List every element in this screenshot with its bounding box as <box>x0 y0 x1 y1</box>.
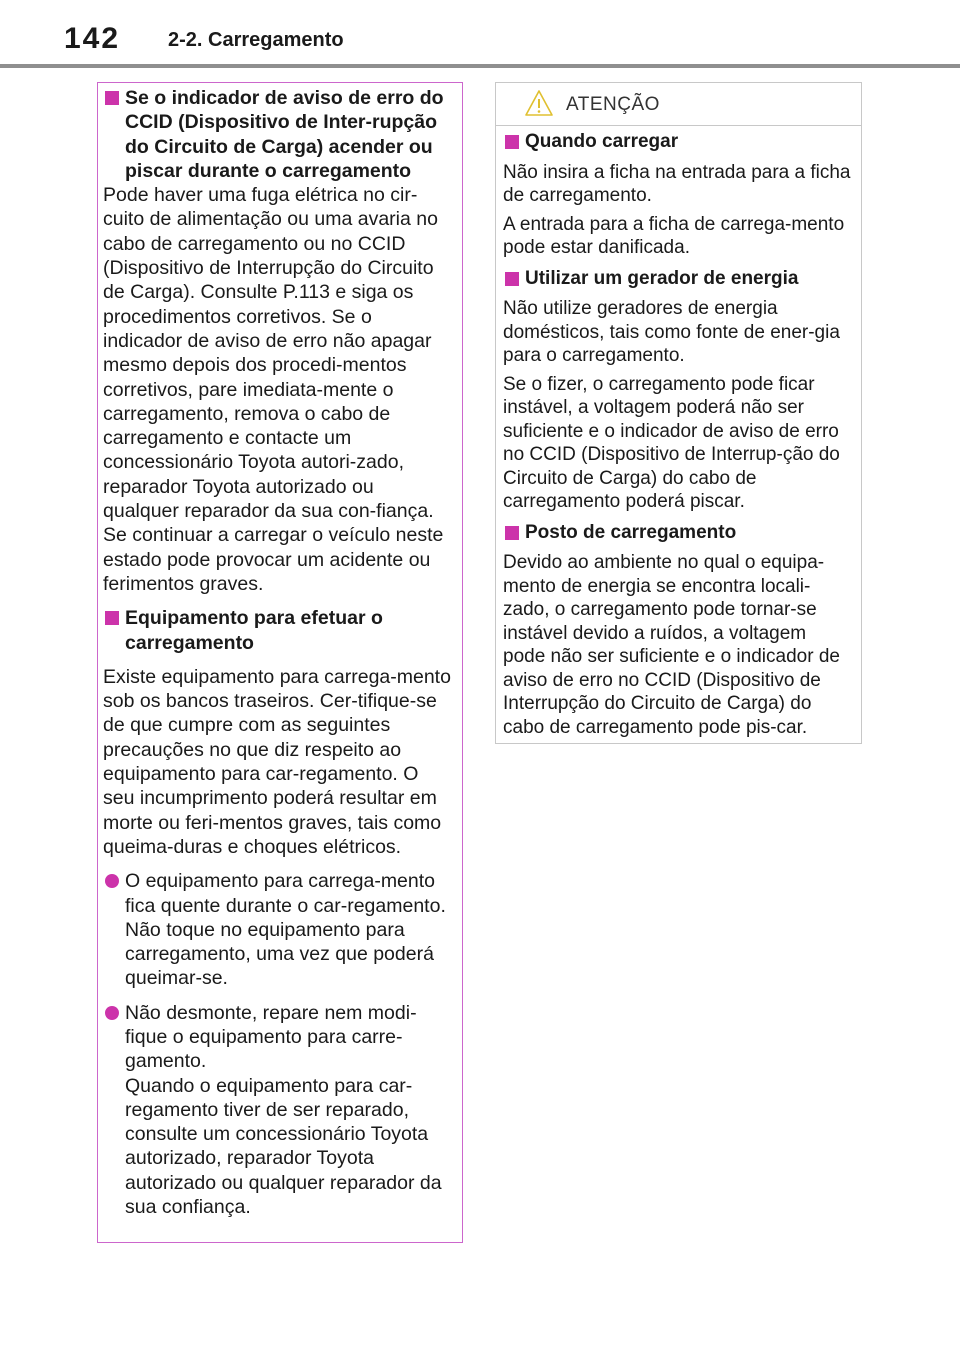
heading-charging-station <box>503 521 853 545</box>
square-bullet-icon <box>505 135 519 149</box>
attention-header <box>496 83 861 126</box>
header-rule <box>0 64 960 68</box>
square-bullet-icon <box>105 91 119 105</box>
square-bullet-icon <box>505 526 519 540</box>
square-bullet-icon <box>505 272 519 286</box>
heading-when-charging <box>503 130 853 154</box>
list-item <box>103 869 452 990</box>
square-bullet-icon <box>105 611 119 625</box>
list-item-text: Quando o equipamento para car-regamento tiver de ser reparado, consulte um concessionário Toyota autorizado, reparador Toyota autorizado ou qualquer reparador da sua confiança. <box>125 1074 442 1219</box>
paragraph: Se o fizer, o carregamento pode ficar instável, a voltagem poderá não ser suficiente e o indicador de aviso de erro no CCID (Dispositivo de Interrup-ção do Circuito de Carga) do cabo de carregamento poderá piscar. <box>503 373 840 512</box>
heading-text: Se o indicador de aviso de erro do CCID (Dispositivo de Inter-rupção do Circuito de Carga) acender ou piscar durante o carregamento <box>125 87 444 182</box>
heading-text: Equipamento para efetuar o carregamento <box>125 607 383 654</box>
attention-title: ATENÇÃO <box>566 94 660 115</box>
page-number: 142 <box>64 22 121 55</box>
paragraph: Não utilize geradores de energia domésticos, tais como fonte de ener-gia para o carregamento. <box>503 298 840 366</box>
heading-text: Utilizar um gerador de energia <box>525 267 799 289</box>
heading-text: Posto de carregamento <box>525 521 737 543</box>
circle-bullet-icon <box>105 874 119 888</box>
paragraph: A entrada para a ficha de carrega-mento pode estar danificada. <box>503 213 845 258</box>
heading-text: Quando carregar <box>525 131 679 152</box>
circle-bullet-icon <box>105 1006 119 1020</box>
heading-charging-equipment <box>103 606 452 655</box>
heading-ccid-indicator <box>103 86 452 183</box>
list-item-text: O equipamento para carrega-mento fica quente durante o car-regamento. Não toque no equipamento para carregamento, uma vez que poderá queimar-se. <box>125 870 446 990</box>
attention-box <box>495 82 862 744</box>
paragraph: Não insira a ficha na entrada para a ficha de carregamento. <box>503 161 851 206</box>
list-item <box>103 1001 452 1220</box>
warning-box-left <box>97 82 463 1243</box>
section-title: 2-2. Carregamento <box>168 29 344 51</box>
paragraph: Devido ao ambiente no qual o equipa-mento de energia se encontra locali-zado, o carregamento pode tornar-se instável devido a ruídos, a voltagem pode não ser suficiente e o indicador de aviso de erro no CCID (Dispositivo de Interrupção do Circuito de Carga) do cabo de carregamento pode pis-car. <box>503 552 840 738</box>
warning-triangle-icon <box>524 89 554 117</box>
heading-power-generator <box>503 267 853 291</box>
paragraph-equipment-info: Existe equipamento para carrega-mento sob os bancos traseiros. Cer-tifique-se de que cumpre com as seguintes precauções no que diz respeito ao equipamento para car-regamento. O seu incumprimento poderá resultar em morte ou feri-mentos graves, tais como queima-duras e choques elétricos. <box>103 665 451 858</box>
paragraph-ccid-info: Pode haver uma fuga elétrica no cir-cuito de alimentação ou uma avaria no cabo de carregamento ou no CCID (Dispositivo de Interrupção do Circuito de Carga). Consulte P.113 e siga os procedimentos corretivos. Se o indicador de aviso de erro não apagar mesmo depois dos procedi-mentos corretivos, pare imediata-mente o carregamento, remova o cabo de carregamento e contacte um concessionário Toyota autori-zado, reparador Toyota autorizado ou qualquer reparador da sua con-fiança. Se continuar a carregar o veículo neste estado pode provocar um acidente ou ferimentos graves. <box>103 184 444 595</box>
list-item-text: Não desmonte, repare nem modi-fique o equipamento para carre-gamento. <box>125 1001 417 1073</box>
